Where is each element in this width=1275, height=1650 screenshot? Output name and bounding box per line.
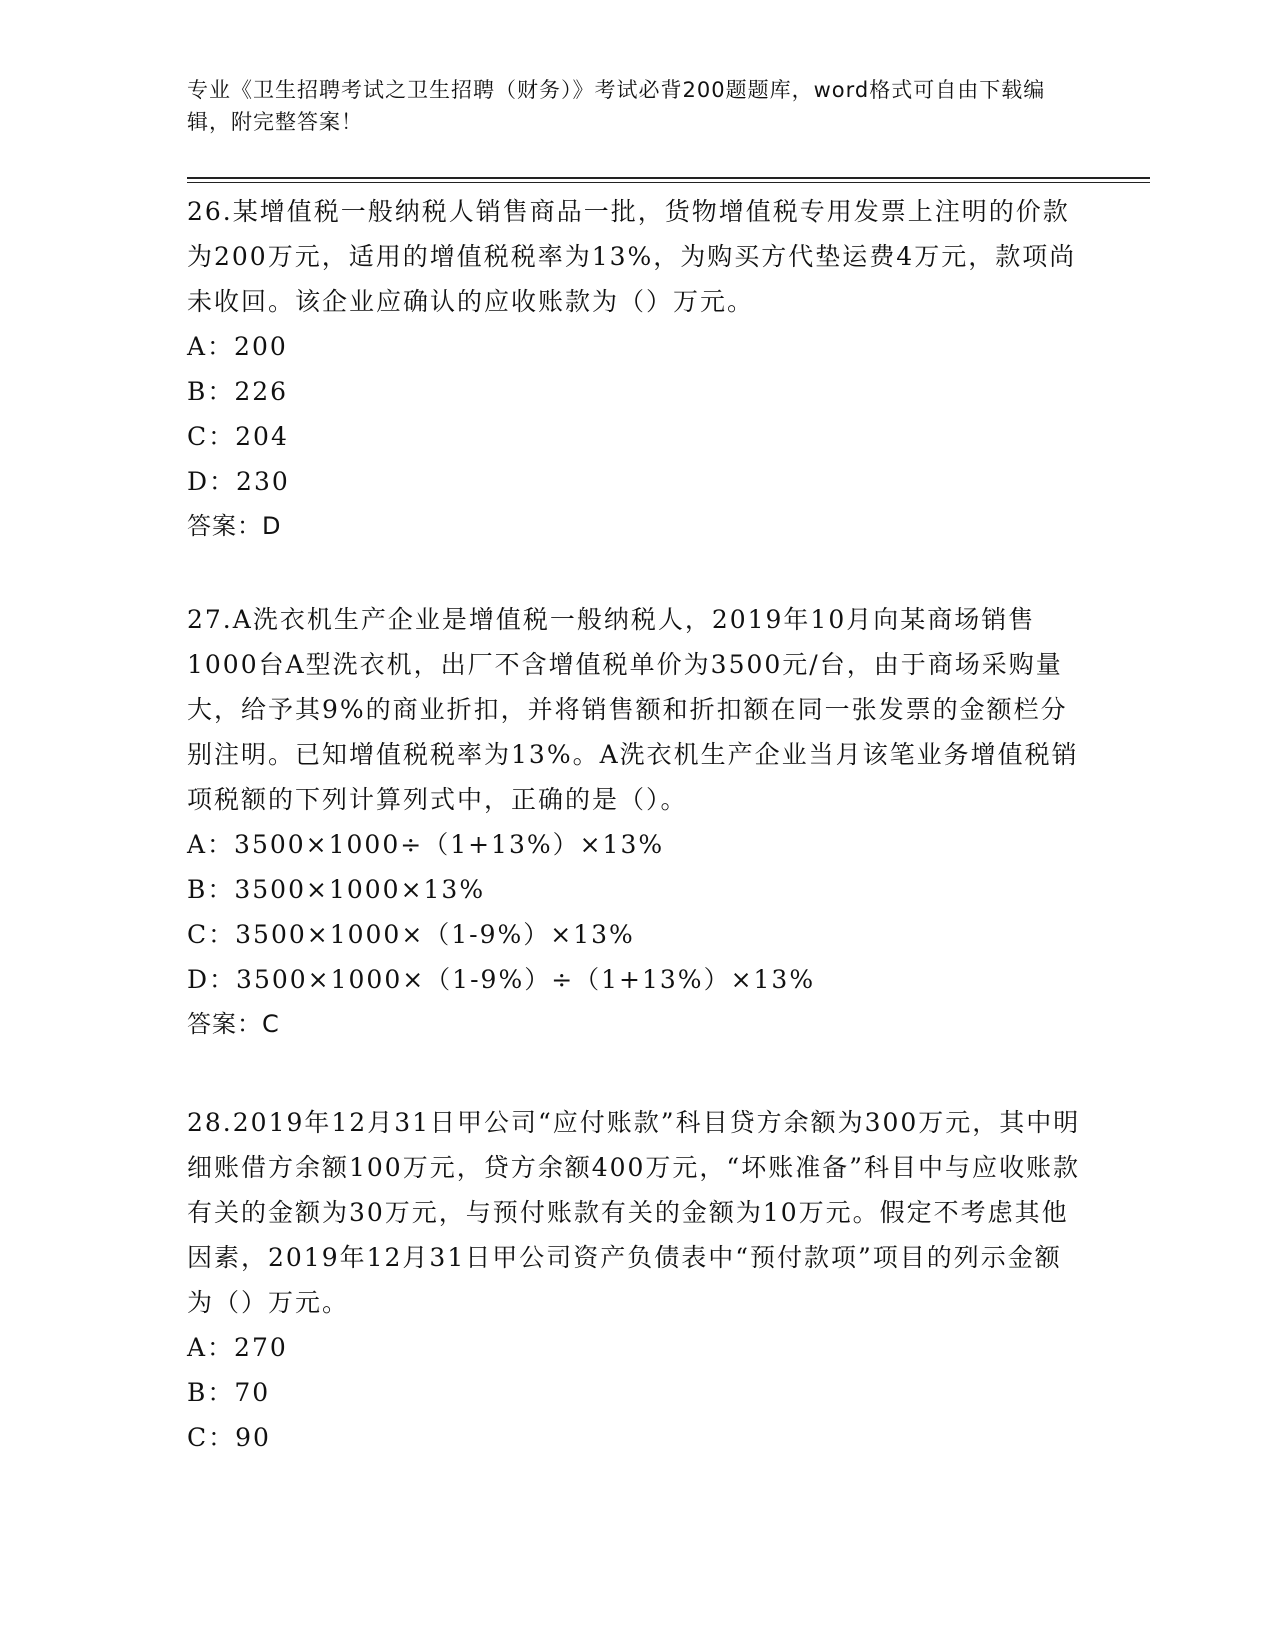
question-stem: 28.2019年12月31日甲公司“应付账款”科目贷方余额为300万元，其中明细账借方余额100万元，贷方余额400万元，“坏账准备”科目中与应收账款有关的金额为30万元，与预付账款有关的金额为10万元。假定不考虑其他因素，2019年12月31日甲公司资产负债表中“预付款项”项目的列示金额为（）万元。 (187, 1108, 1081, 1317)
option-c: C：204 (187, 422, 289, 451)
document-header (187, 74, 1067, 138)
header-text: 专业《卫生招聘考试之卫生招聘（财务）》考试必背200题题库，word格式可自由下载编辑，附完整答案！ (187, 78, 1046, 134)
option-b: B：3500×1000×13% (187, 875, 486, 904)
option-a: A：200 (187, 332, 288, 361)
question-stem: 26.某增值税一般纳税人销售商品一批，货物增值税专用发票上注明的价款为200万元，适用的增值税税率为13%，为购买方代垫运费4万元，款项尚未收回。该企业应确认的应收账款为（）万元。 (187, 197, 1077, 316)
option-a: A：270 (187, 1333, 288, 1362)
header-divider-thin (187, 182, 1150, 183)
option-d: D：3500×1000×（1-9%）÷（1+13%）×13% (187, 965, 816, 994)
question-27 (187, 597, 1087, 1047)
answer-line: 答案：D (187, 512, 282, 540)
option-b: B：226 (187, 377, 289, 406)
option-c: C：90 (187, 1423, 271, 1452)
option-d: D：230 (187, 467, 290, 496)
answer-line: 答案：C (187, 1010, 280, 1038)
question-stem: 27.A洗衣机生产企业是增值税一般纳税人，2019年10月向某商场销售1000台A型洗衣机，出厂不含增值税单价为3500元/台，由于商场采购量大，给予其9%的商业折扣，并将销售额和折扣额在同一张发票的金额栏分别注明。已知增值税税率为13%。A洗衣机生产企业当月该笔业务增值税销项税额的下列计算列式中，正确的是（）。 (187, 605, 1079, 814)
question-28 (187, 1100, 1087, 1460)
header-divider-thick (187, 177, 1150, 179)
option-b: B：70 (187, 1378, 271, 1407)
option-c: C：3500×1000×（1-9%）×13% (187, 920, 635, 949)
option-a: A：3500×1000÷（1+13%）×13% (187, 830, 665, 859)
question-26 (187, 189, 1087, 549)
